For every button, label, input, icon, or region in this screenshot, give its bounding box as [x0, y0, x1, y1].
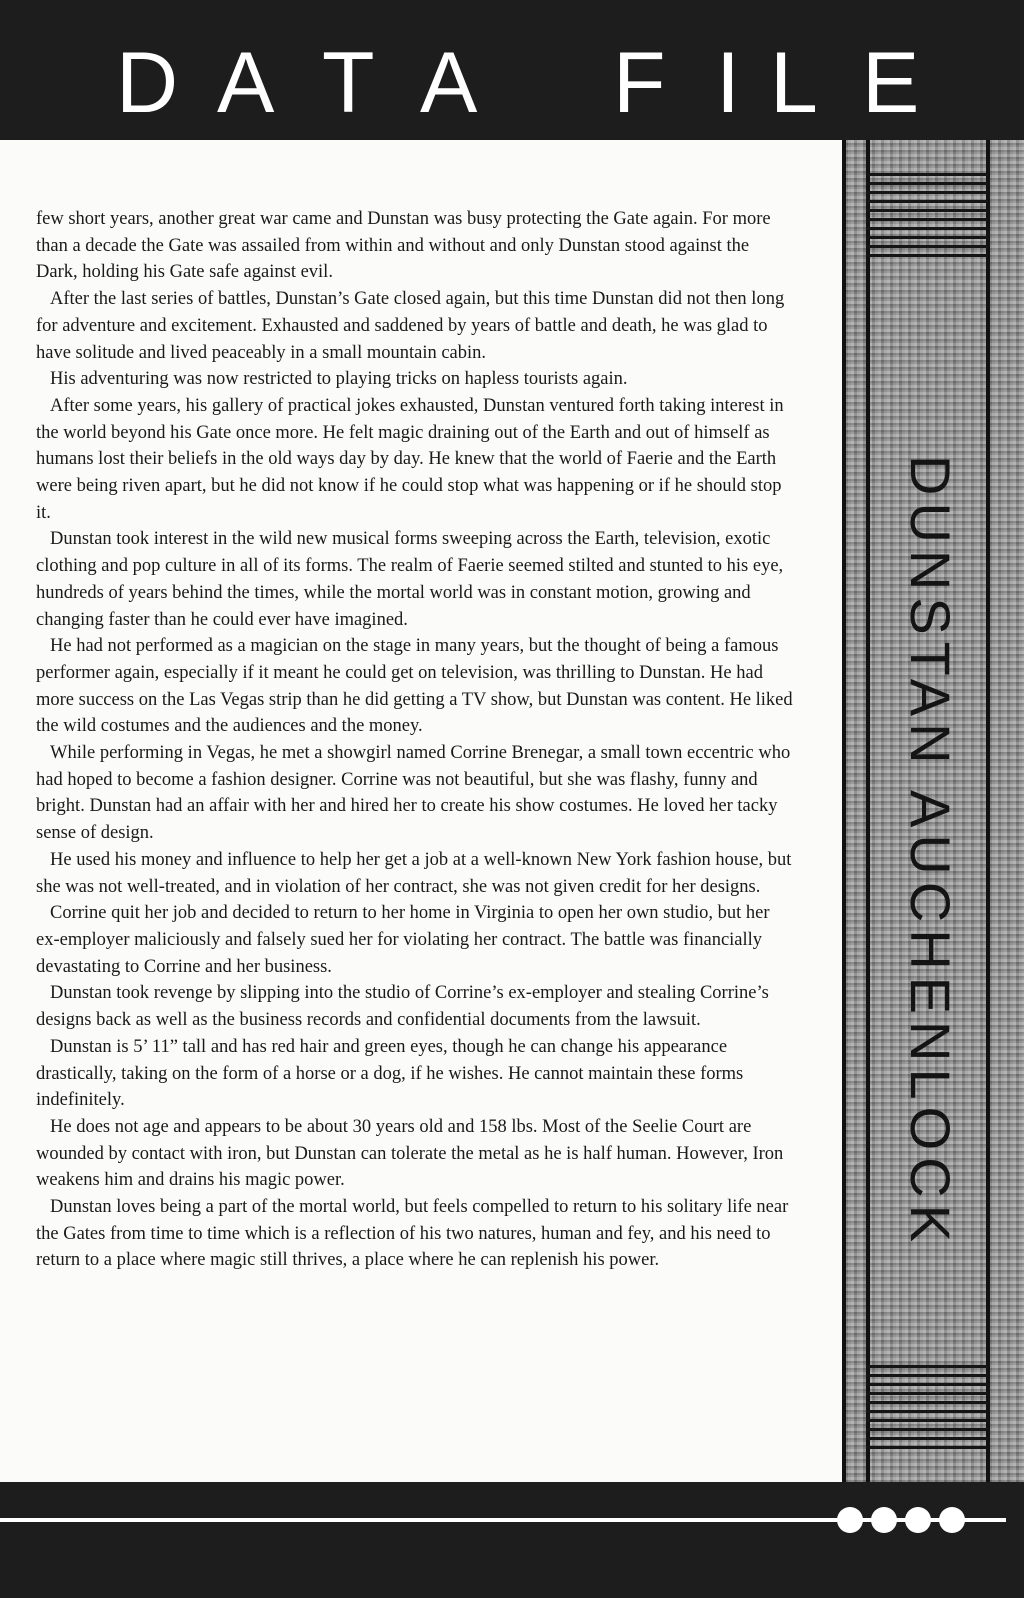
- title-letter: I: [716, 35, 740, 131]
- paragraph: Dunstan took interest in the wild new musical forms sweeping across the Earth, television, exotic clothing and pop culture in all of its forms. The realm of Faerie seemed stilted and stunted to his eye, hundreds of years behind the times, while the mortal world was in constant motion, growing and changing faster than he could ever have imagined.: [36, 529, 784, 630]
- paragraph: Dunstan is 5’ 11” tall and has red hair and green eyes, though he can change his appearance drastically, taking on the form of a horse or a dog, if he wishes. He cannot maintain these forms indefinitely.: [36, 1036, 744, 1111]
- sidebar-rule: [842, 140, 846, 1482]
- paragraph: Dunstan loves being a part of the mortal world, but feels compelled to return to his solitary life near the Gates from time to time which is a reflection of his two natures, human and fey, and his need to return to a place where magic still thrives, a place where he can replenish his power.: [36, 1197, 789, 1271]
- footer-dot-icon: [905, 1507, 931, 1533]
- title-letter: F: [613, 35, 666, 131]
- footer-dot-icon: [837, 1507, 863, 1533]
- footer-band: [0, 1482, 1024, 1598]
- footer-dot-icon: [939, 1507, 965, 1533]
- title-letter: A: [420, 35, 478, 131]
- sidebar-rule: [986, 140, 990, 1482]
- title-letter: A: [217, 35, 275, 131]
- paragraph: Corrine quit her job and decided to return to her home in Virginia to open her own studio, but her ex-employer maliciously and falsely sued her for violating her contract. The battle was financially devastating to Corrine and her business.: [36, 903, 770, 977]
- sidebar-rule: [866, 140, 870, 1482]
- article-body: [36, 206, 793, 1274]
- paragraph: After the last series of battles, Dunstan’s Gate closed again, but this time Dunstan did not then long for adventure and excitement. Exhausted and saddened by years of battle and death, he was glad to have solitude and lived peaceably in a small mountain cabin.: [36, 289, 785, 363]
- paragraph: He had not performed as a magician on the stage in many years, but the thought of being a famous performer again, especially if it meant he could get on television, was thrilling to Dunstan. He had more success on the Las Vegas strip than he did getting a TV show, but Dunstan was content. He liked the wild costumes and the audiences and the money.: [36, 636, 793, 737]
- sidebar-stripes-top: [866, 173, 988, 261]
- sidebar-stripes-bottom: [866, 1365, 988, 1453]
- paragraph: few short years, another great war came and Dunstan was busy protecting the Gate again. For more than a decade the Gate was assailed from within and without and only Dunstan stood against the Dark, holding his Gate safe against evil.: [36, 209, 771, 283]
- title-letter: D: [116, 35, 179, 131]
- footer-dot-icon: [871, 1507, 897, 1533]
- paragraph: He does not age and appears to be about 30 years old and 158 lbs. Most of the Seelie Court are wounded by contact with iron, but Dunstan can tolerate the metal as he is half human. However, Iron weakens him and drains his magic power.: [36, 1116, 784, 1191]
- paragraph: After some years, his gallery of practical jokes exhausted, Dunstan ventured forth taking interest in the world beyond his Gate once more. He felt magic draining out of the Earth and out of himself as humans lost their beliefs in the old ways day by day. He knew that the world of Faerie and the Earth were being riven apart, but he did not know if he could stop what was happening or if he should stop it.: [36, 395, 784, 523]
- title-letter: T: [322, 35, 375, 131]
- paragraph: He used his money and influence to help her get a job at a well-known New York fashion house, but she was not well-treated, and in violation of her contract, she was not given credit for her designs.: [36, 849, 792, 897]
- title-letter: E: [862, 35, 920, 131]
- paragraph: While performing in Vegas, he met a showgirl named Corrine Brenegar, a small town eccentric who had hoped to become a fashion designer. Corrine was not beautiful, but she was flashy, funny and bright. Dunstan had an affair with her and hired her to create his show costumes. He loved her tacky sense of design.: [36, 743, 791, 844]
- character-name-vertical: DUNSTAN AUCHENLOCK: [899, 455, 962, 1249]
- paragraph: Dunstan took revenge by slipping into the studio of Corrine’s ex-employer and stealing Corrine’s designs back as well as the business records and confidential documents from the lawsuit.: [36, 983, 769, 1031]
- title-letter: L: [770, 35, 818, 131]
- paragraph: His adventuring was now restricted to playing tricks on hapless tourists again.: [50, 369, 628, 390]
- page-title: [0, 35, 1024, 131]
